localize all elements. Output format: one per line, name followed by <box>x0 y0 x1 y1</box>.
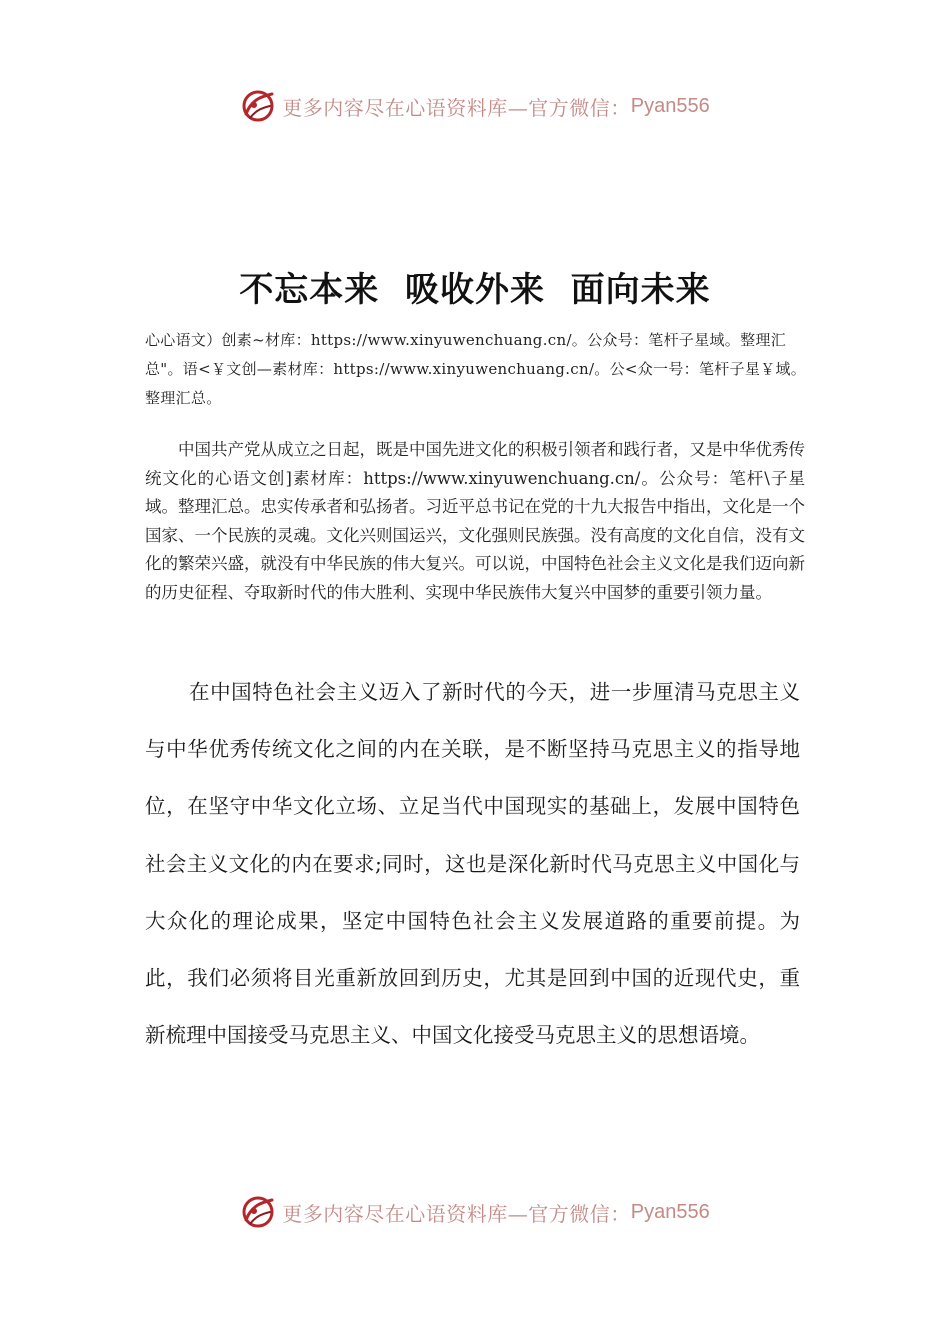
source-note: 心心语文）创素~材库：https://www.xinyuwenchuang.cn/。公众号：笔杆子星域。整理汇总"。语<￥文创—素材库：https://www.xinyuwenchuang.cn/。公<众一号：笔杆子星￥域。整理汇总。 <box>145 331 807 407</box>
logo-icon <box>240 1194 276 1230</box>
document-title: 不忘本来 吸收外来 面向未来 <box>239 270 711 310</box>
wechat-id: Pyan556 <box>630 94 710 117</box>
paragraph-2: 在中国特色社会主义迈入了新时代的今天，进一步厘清马克思主义与中华优秀传统文化之间的内在关联，是不断坚持马克思主义的指导地位，在坚守中华文化立场、立足当代中国现实的基础上，发展中国特色社会主义文化的内在要求;同时，这也是深化新时代马克思主义中国化与大众化的理论成果，坚定中国特色社会主义发展道路的重要前提。为此，我们必须将目光重新放回到历史，尤其是回到中国的近现代史，重新梳理中国接受马克思主义、中国文化接受马克思主义的思想语境。 <box>145 680 800 1048</box>
logo-icon <box>240 88 276 124</box>
paragraph-1: 中国共产党从成立之日起，既是中国先进文化的积极引领者和践行者，又是中华优秀传统文化的心语文创]素材库：https://www.xinyuwenchuang.cn/。公众号：笔杆\子星域。整理汇总。忠实传承者和弘扬者。习近平总书记在党的十九大报告中指出，文化是一个国家、一个民族的灵魂。文化兴则国运兴，文化强则民族强。没有高度的文化自信，没有文化的繁荣兴盛，就没有中华民族的伟大复兴。可以说，中国特色社会主义文化是我们迈向新的历史征程、夺取新时代的伟大胜利、实现中华民族伟大复兴中国梦的重要引领力量。 <box>145 440 805 602</box>
banner-text: 更多内容尽在心语资料库—官方微信： <box>282 95 631 120</box>
banner-text: 更多内容尽在心语资料库—官方微信： <box>282 1201 631 1226</box>
header-banner <box>0 84 950 128</box>
wechat-id: Pyan556 <box>630 1200 710 1223</box>
footer-banner <box>0 1190 950 1234</box>
